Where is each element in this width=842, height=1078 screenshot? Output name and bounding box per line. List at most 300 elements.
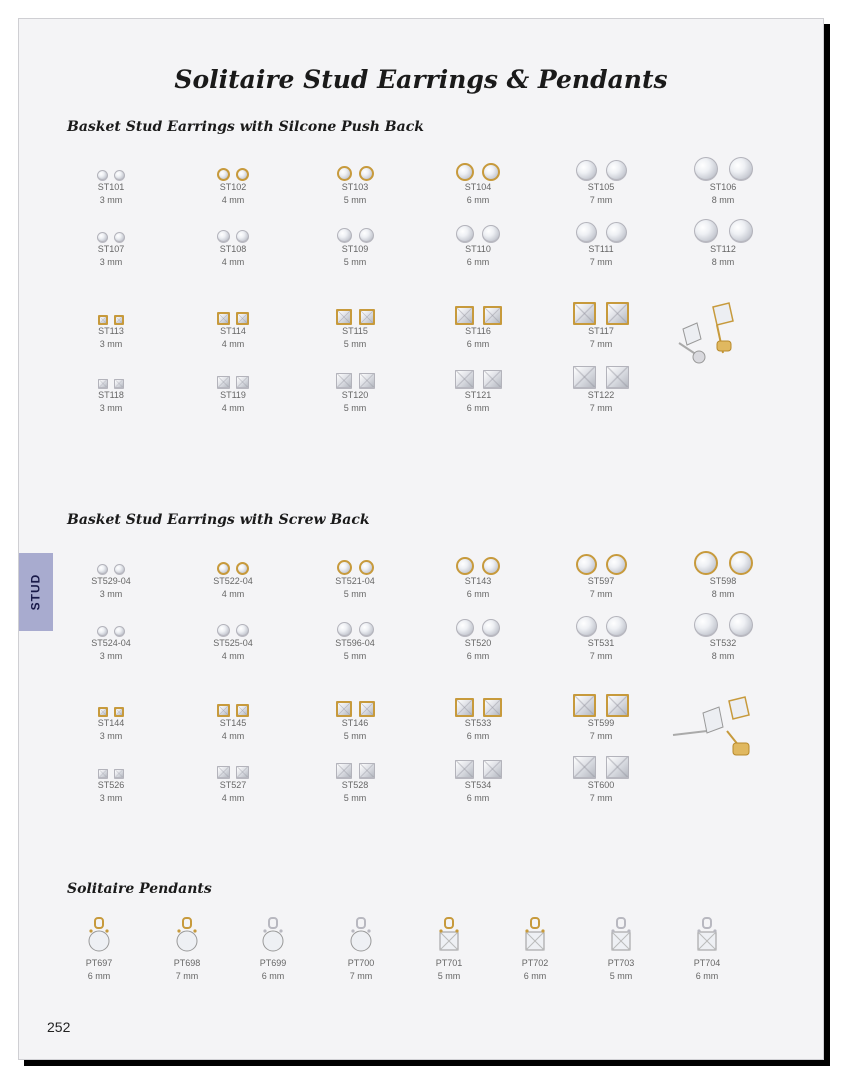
earring-item	[188, 547, 278, 601]
earring-stone-left	[337, 560, 352, 575]
item-code: ST120	[341, 390, 369, 400]
pendant-image	[435, 917, 463, 955]
item-code: ST118	[98, 390, 124, 400]
earring-stone-right	[114, 626, 125, 637]
earring-item	[310, 689, 400, 743]
earring-stone-left	[456, 163, 474, 181]
earring-stone-right	[606, 222, 627, 243]
earring-stone-left	[217, 168, 230, 181]
item-size: 4 mm	[221, 339, 245, 349]
earring-pair-image	[310, 361, 400, 389]
earring-stone-right	[729, 157, 753, 181]
item-code: ST105	[587, 182, 615, 192]
item-code: PT697	[85, 958, 113, 968]
earring-item	[433, 297, 523, 351]
pendant-item	[59, 917, 139, 983]
item-size: 5 mm	[343, 257, 367, 267]
item-code: ST146	[341, 718, 369, 728]
item-size: 8 mm	[711, 589, 735, 599]
earring-stone-left	[455, 370, 474, 389]
earring-stone-right	[482, 163, 500, 181]
earring-stone-right	[482, 619, 500, 637]
item-size: 5 mm	[437, 971, 461, 981]
earring-item	[556, 297, 646, 351]
earring-item	[310, 547, 400, 601]
item-size: 7 mm	[589, 793, 613, 803]
earring-item	[66, 153, 156, 207]
earring-stone-right	[236, 766, 249, 779]
item-code: ST122	[587, 390, 615, 400]
earring-item	[433, 751, 523, 805]
earring-item	[188, 609, 278, 663]
earring-item	[556, 689, 646, 743]
earring-stone-right	[114, 170, 125, 181]
item-size: 3 mm	[99, 589, 123, 599]
item-code: ST522-04	[213, 576, 253, 586]
item-code: PT702	[521, 958, 549, 968]
earring-stone-left	[694, 551, 718, 575]
earring-stone-left	[98, 315, 108, 325]
earring-pair-image	[556, 153, 646, 181]
stud-side-tab	[18, 553, 53, 631]
earring-item	[433, 689, 523, 743]
earring-stone-left	[336, 763, 352, 779]
item-size: 3 mm	[99, 257, 123, 267]
earring-stone-left	[694, 613, 718, 637]
pendant-item	[581, 917, 661, 983]
item-code: ST114	[220, 326, 246, 336]
item-size: 6 mm	[466, 339, 490, 349]
section-title-pendants: Solitaire Pendants	[67, 881, 212, 897]
pendant-image	[85, 917, 113, 955]
earring-item	[66, 689, 156, 743]
earring-stone-right	[606, 302, 629, 325]
earring-stone-right	[482, 225, 500, 243]
earring-stone-right	[483, 698, 502, 717]
earring-item	[556, 609, 646, 663]
earring-stone-left	[455, 306, 474, 325]
earring-item	[556, 153, 646, 207]
item-code: PT698	[173, 958, 201, 968]
catalog-page	[18, 18, 824, 1060]
item-code: PT699	[259, 958, 287, 968]
item-size: 5 mm	[343, 195, 367, 205]
earring-item	[556, 215, 646, 269]
earring-item	[556, 361, 646, 415]
pendant-item	[409, 917, 489, 983]
item-code: ST529-04	[91, 576, 131, 586]
item-size: 4 mm	[221, 257, 245, 267]
earring-stone-right	[114, 769, 124, 779]
item-code: ST534	[464, 780, 492, 790]
earring-pair-image	[310, 547, 400, 575]
item-code: ST598	[709, 576, 737, 586]
earring-pair-image	[556, 361, 646, 389]
item-size: 4 mm	[221, 793, 245, 803]
earring-item	[433, 361, 523, 415]
earring-item	[433, 547, 523, 601]
earring-pair-image	[66, 153, 156, 181]
pendant-item	[233, 917, 313, 983]
earring-stone-left	[573, 302, 596, 325]
earring-stone-left	[576, 160, 597, 181]
earring-item	[188, 689, 278, 743]
item-code: ST102	[219, 182, 247, 192]
stud-side-tab-label: STUD	[28, 573, 43, 611]
item-code: ST103	[341, 182, 369, 192]
earring-pair-image	[66, 751, 156, 779]
item-code: ST119	[220, 390, 246, 400]
earring-pair-image	[66, 297, 156, 325]
earring-item	[433, 153, 523, 207]
earring-pair-image	[678, 547, 768, 575]
earring-stone-left	[217, 230, 230, 243]
item-code: ST524-04	[91, 638, 131, 648]
pendant-image	[607, 917, 635, 955]
item-code: ST520	[464, 638, 492, 648]
earring-pair-image	[188, 751, 278, 779]
earring-pair-image	[433, 361, 523, 389]
earring-stone-right	[606, 554, 627, 575]
earring-stone-right	[606, 756, 629, 779]
earring-pair-image	[188, 361, 278, 389]
item-size: 7 mm	[589, 731, 613, 741]
earring-pair-image	[66, 609, 156, 637]
earring-stone-right	[236, 624, 249, 637]
earring-item	[310, 297, 400, 351]
pendant-item	[495, 917, 575, 983]
earring-stone-right	[483, 306, 502, 325]
item-code: ST526	[97, 780, 125, 790]
item-code: ST596-04	[335, 638, 375, 648]
item-size: 3 mm	[99, 793, 123, 803]
earring-stone-left	[456, 225, 474, 243]
earring-pair-image	[188, 215, 278, 243]
item-size: 6 mm	[466, 589, 490, 599]
item-code: PT704	[693, 958, 721, 968]
item-size: 7 mm	[589, 589, 613, 599]
earring-item	[66, 361, 156, 415]
earring-pair-image	[188, 609, 278, 637]
earring-stone-right	[483, 370, 502, 389]
earring-item	[433, 609, 523, 663]
earring-item	[678, 609, 768, 663]
pendant-item	[667, 917, 747, 983]
featured-earring-image-push-back	[667, 295, 747, 379]
earring-pair-image	[66, 215, 156, 243]
item-size: 8 mm	[711, 651, 735, 661]
earring-stone-left	[456, 619, 474, 637]
earring-stone-right	[114, 232, 125, 243]
earring-stone-right	[729, 551, 753, 575]
earring-stone-left	[455, 698, 474, 717]
item-size: 6 mm	[466, 403, 490, 413]
pendant-image	[259, 917, 287, 955]
item-size: 5 mm	[343, 793, 367, 803]
earring-stone-left	[98, 379, 108, 389]
earring-stone-left	[217, 624, 230, 637]
earring-item	[66, 297, 156, 351]
pendant-image	[521, 917, 549, 955]
item-size: 3 mm	[99, 339, 123, 349]
earring-stone-left	[336, 373, 352, 389]
earring-stone-left	[336, 701, 352, 717]
earring-item	[556, 751, 646, 805]
earring-pair-image	[310, 609, 400, 637]
item-code: ST531	[587, 638, 615, 648]
item-code: ST599	[587, 718, 615, 728]
earring-pair-image	[310, 215, 400, 243]
item-code: ST115	[342, 326, 368, 336]
earring-stone-left	[337, 228, 352, 243]
item-size: 7 mm	[589, 195, 613, 205]
earring-stone-right	[606, 694, 629, 717]
earring-item	[188, 361, 278, 415]
earring-pair-image	[310, 689, 400, 717]
item-code: ST106	[709, 182, 737, 192]
earring-stone-right	[236, 704, 249, 717]
earring-pair-image	[66, 361, 156, 389]
item-code: ST112	[710, 244, 736, 254]
item-code: ST144	[97, 718, 125, 728]
earring-pair-image	[678, 153, 768, 181]
earring-stone-left	[217, 704, 230, 717]
item-code: ST521-04	[335, 576, 375, 586]
item-code: ST145	[219, 718, 247, 728]
item-size: 6 mm	[466, 651, 490, 661]
item-size: 7 mm	[349, 971, 373, 981]
earring-stone-right	[236, 168, 249, 181]
item-size: 5 mm	[343, 731, 367, 741]
earring-item	[188, 153, 278, 207]
earring-stone-left	[337, 166, 352, 181]
item-code: ST113	[98, 326, 124, 336]
pendant-image	[693, 917, 721, 955]
earring-stone-right	[359, 763, 375, 779]
earring-item	[433, 215, 523, 269]
featured-earring-image-screw-back	[667, 695, 763, 765]
earring-stone-right	[236, 376, 249, 389]
earring-stone-left	[576, 554, 597, 575]
earring-stone-left	[97, 170, 108, 181]
item-size: 6 mm	[466, 731, 490, 741]
earring-item	[188, 215, 278, 269]
pendant-image	[173, 917, 201, 955]
item-size: 6 mm	[523, 971, 547, 981]
item-size: 5 mm	[343, 339, 367, 349]
earring-item	[310, 751, 400, 805]
earring-item	[678, 215, 768, 269]
earring-pair-image	[556, 547, 646, 575]
item-code: ST532	[709, 638, 737, 648]
item-size: 4 mm	[221, 589, 245, 599]
item-size: 7 mm	[175, 971, 199, 981]
earring-stone-left	[98, 707, 108, 717]
item-code: ST600	[587, 780, 615, 790]
earring-pair-image	[188, 689, 278, 717]
earring-pair-image	[433, 609, 523, 637]
item-size: 7 mm	[589, 257, 613, 267]
item-size: 6 mm	[695, 971, 719, 981]
earring-stone-right	[236, 312, 249, 325]
item-code: ST107	[97, 244, 125, 254]
item-code: PT703	[607, 958, 635, 968]
earring-stone-left	[98, 769, 108, 779]
earring-pair-image	[433, 547, 523, 575]
earring-stone-right	[359, 309, 375, 325]
earring-pair-image	[433, 751, 523, 779]
item-size: 5 mm	[343, 651, 367, 661]
earring-pair-image	[188, 547, 278, 575]
earring-stone-left	[336, 309, 352, 325]
earring-stone-left	[573, 694, 596, 717]
item-code: ST108	[219, 244, 247, 254]
earring-item	[310, 609, 400, 663]
earring-stone-right	[359, 622, 374, 637]
earring-pair-image	[678, 215, 768, 243]
item-code: ST527	[219, 780, 247, 790]
earring-stone-left	[217, 766, 230, 779]
item-size: 4 mm	[221, 195, 245, 205]
item-size: 6 mm	[261, 971, 285, 981]
earring-stone-right	[606, 366, 629, 389]
item-size: 4 mm	[221, 731, 245, 741]
earring-pair-image	[433, 689, 523, 717]
page-number: 252	[47, 1019, 71, 1035]
earring-item	[310, 215, 400, 269]
earring-pair-image	[310, 751, 400, 779]
item-code: ST104	[464, 182, 492, 192]
earring-stone-right	[606, 160, 627, 181]
earring-stone-right	[729, 613, 753, 637]
earring-stone-right	[114, 707, 124, 717]
earring-pair-image	[433, 153, 523, 181]
earring-pair-image	[310, 297, 400, 325]
earring-stone-left	[694, 157, 718, 181]
earring-stone-left	[97, 564, 108, 575]
earring-pair-image	[188, 153, 278, 181]
item-size: 3 mm	[99, 195, 123, 205]
item-code: ST110	[465, 244, 491, 254]
earring-pair-image	[678, 609, 768, 637]
item-code: ST121	[464, 390, 492, 400]
item-size: 7 mm	[589, 339, 613, 349]
item-size: 4 mm	[221, 651, 245, 661]
section-title-push-back: Basket Stud Earrings with Silcone Push Back	[67, 119, 424, 135]
earring-stone-right	[236, 562, 249, 575]
item-code: ST117	[588, 326, 614, 336]
earring-item	[678, 547, 768, 601]
earring-stone-left	[573, 366, 596, 389]
earring-stone-right	[483, 760, 502, 779]
earring-stone-left	[573, 756, 596, 779]
earring-pair-image	[556, 297, 646, 325]
earring-stone-right	[114, 379, 124, 389]
item-size: 6 mm	[87, 971, 111, 981]
earring-item	[66, 547, 156, 601]
earring-stone-left	[455, 760, 474, 779]
item-size: 5 mm	[343, 589, 367, 599]
earring-stone-right	[606, 616, 627, 637]
earring-stone-left	[337, 622, 352, 637]
earring-stone-right	[359, 228, 374, 243]
earring-item	[66, 215, 156, 269]
earring-item	[678, 153, 768, 207]
earring-item	[66, 751, 156, 805]
earring-pair-image	[556, 215, 646, 243]
item-size: 3 mm	[99, 403, 123, 413]
item-size: 6 mm	[466, 793, 490, 803]
earring-item	[66, 609, 156, 663]
earring-item	[310, 153, 400, 207]
item-code: ST597	[587, 576, 615, 586]
earring-stone-left	[217, 562, 230, 575]
earring-pair-image	[66, 689, 156, 717]
earring-pair-image	[556, 689, 646, 717]
earring-pair-image	[433, 215, 523, 243]
item-code: PT700	[347, 958, 375, 968]
item-code: ST143	[464, 576, 492, 586]
item-code: ST533	[464, 718, 492, 728]
pendant-item	[321, 917, 401, 983]
earring-pair-image	[556, 751, 646, 779]
earring-stone-right	[236, 230, 249, 243]
earring-stone-right	[114, 315, 124, 325]
pendant-item	[147, 917, 227, 983]
item-size: 6 mm	[466, 195, 490, 205]
earring-item	[188, 751, 278, 805]
page-title: Solitaire Stud Earrings & Pendants	[174, 65, 668, 94]
earring-stone-right	[359, 560, 374, 575]
earring-stone-right	[359, 166, 374, 181]
item-code: ST525-04	[213, 638, 253, 648]
item-size: 3 mm	[99, 731, 123, 741]
earring-pair-image	[66, 547, 156, 575]
earring-pair-image	[188, 297, 278, 325]
earring-pair-image	[433, 297, 523, 325]
section-title-screw-back: Basket Stud Earrings with Screw Back	[67, 512, 370, 528]
earring-stone-right	[114, 564, 125, 575]
item-code: ST111	[588, 244, 614, 254]
earring-stone-left	[576, 616, 597, 637]
earring-stone-left	[694, 219, 718, 243]
earring-pair-image	[310, 153, 400, 181]
item-size: 6 mm	[466, 257, 490, 267]
earring-stone-left	[97, 232, 108, 243]
item-size: 4 mm	[221, 403, 245, 413]
item-code: ST528	[341, 780, 369, 790]
earring-item	[556, 547, 646, 601]
earring-stone-right	[729, 219, 753, 243]
earring-item	[188, 297, 278, 351]
earring-stone-right	[359, 701, 375, 717]
earring-stone-left	[576, 222, 597, 243]
earring-pair-image	[556, 609, 646, 637]
item-size: 3 mm	[99, 651, 123, 661]
item-size: 5 mm	[343, 403, 367, 413]
item-size: 7 mm	[589, 403, 613, 413]
earring-stone-left	[456, 557, 474, 575]
earring-stone-right	[359, 373, 375, 389]
item-size: 7 mm	[589, 651, 613, 661]
item-code: PT701	[435, 958, 463, 968]
earring-stone-left	[97, 626, 108, 637]
earring-stone-right	[482, 557, 500, 575]
item-size: 8 mm	[711, 257, 735, 267]
pendant-image	[347, 917, 375, 955]
item-code: ST101	[97, 182, 125, 192]
item-size: 5 mm	[609, 971, 633, 981]
